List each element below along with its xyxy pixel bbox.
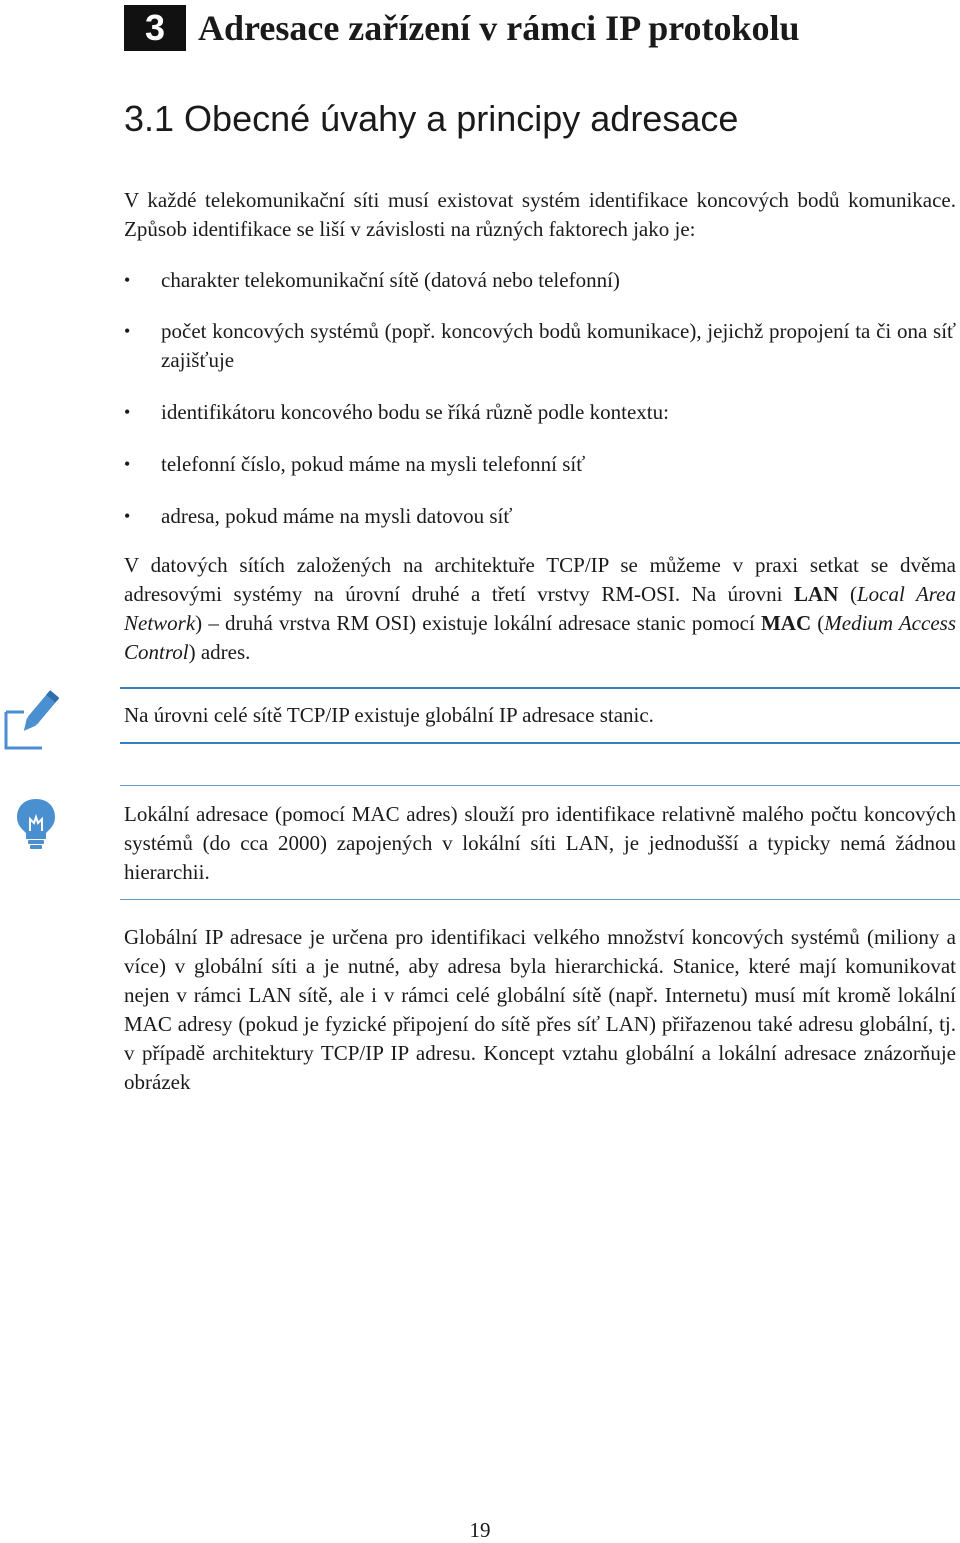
bullet-marker: •: [124, 506, 131, 526]
lightbulb-icon: [12, 795, 60, 856]
chapter-title: Adresace zařízení v rámci IP protokolu: [198, 8, 800, 48]
bullet-marker: •: [124, 454, 131, 474]
bullet-item: adresa, pokud máme na mysli datovou síť: [161, 504, 513, 528]
text-run: ) – druhá vrstva RM OSI) existuje lokální adresace stanic pomocí: [195, 611, 761, 635]
bullet-marker: •: [124, 270, 131, 290]
page-number: 19: [469, 1518, 491, 1542]
chapter-number: 3: [124, 5, 186, 51]
tcpip-paragraph: [124, 551, 956, 667]
tip-local-addressing: Lokální adresace (pomocí MAC adres) slouží pro identifikace relativně malého počtu koncových systémů (do cca 2000) zapojených v lokální síti LAN, je jednodušší a typicky nemá žádnou hierarchii.: [124, 802, 956, 884]
text-run: V datových sítích založených na architektuře TCP/IP se můžeme v praxi setkat se dvěma adresovými systémy na úrovní druhé a třetí vrstvy RM-OSI. Na úrovni: [124, 553, 956, 606]
lan-expansion: Local Area Network: [124, 582, 956, 635]
text-run: ) adres.: [188, 640, 251, 664]
note-rule-bottom: [120, 742, 960, 744]
section-title: 3.1 Obecné úvahy a principy adresace: [124, 98, 739, 139]
bullet-item: identifikátoru koncového bodu se říká různě podle kontextu:: [161, 400, 669, 424]
tip-global-addressing: Globální IP adresace je určena pro identifikaci velkého množství koncových systémů (miliony a více) v globální síti a je nutné, aby adresa byla hierarchická. Stanice, které mají komunikovat nejen v rámci LAN sítě, ale i v rámci celé globální sítě (např. Internetu) musí mít kromě lokální MAC adresy (pokud je fyzické připojení do sítě přes síť LAN) přiřazenou také adresu globální, tj. v případě architektury TCP/IP IP adresu. Koncept vztahu globální a lokální adresace znázorňuje obrázek: [124, 925, 956, 1094]
tip-rule-middle: [120, 899, 960, 900]
bullet-marker: •: [124, 321, 131, 341]
text-run: (: [838, 582, 857, 606]
mac-term: MAC: [760, 611, 812, 635]
intro-paragraph: V každé telekomunikační síti musí existovat systém identifikace koncových bodů komunikace. Způsob identifikace se liší v závislosti na různých faktorech jako je:: [124, 188, 956, 241]
note-rule-top: [120, 687, 960, 689]
pencil-note-icon: [4, 690, 60, 757]
tip-rule-top: [120, 785, 960, 786]
bullet-item: počet koncových systémů (popř. koncových bodů komunikace), jejichž propojení ta či ona síť zajišťuje: [161, 319, 956, 372]
mac-expansion: Medium Access Control: [124, 611, 956, 664]
lan-term: LAN: [794, 582, 839, 606]
text-run: (: [811, 611, 825, 635]
note-text: Na úrovni celé sítě TCP/IP existuje globální IP adresace stanic.: [124, 703, 654, 727]
bullet-item: charakter telekomunikační sítě (datová nebo telefonní): [161, 268, 620, 292]
bullet-item: telefonní číslo, pokud máme na mysli telefonní síť: [161, 452, 586, 476]
bullet-marker: •: [124, 402, 131, 422]
